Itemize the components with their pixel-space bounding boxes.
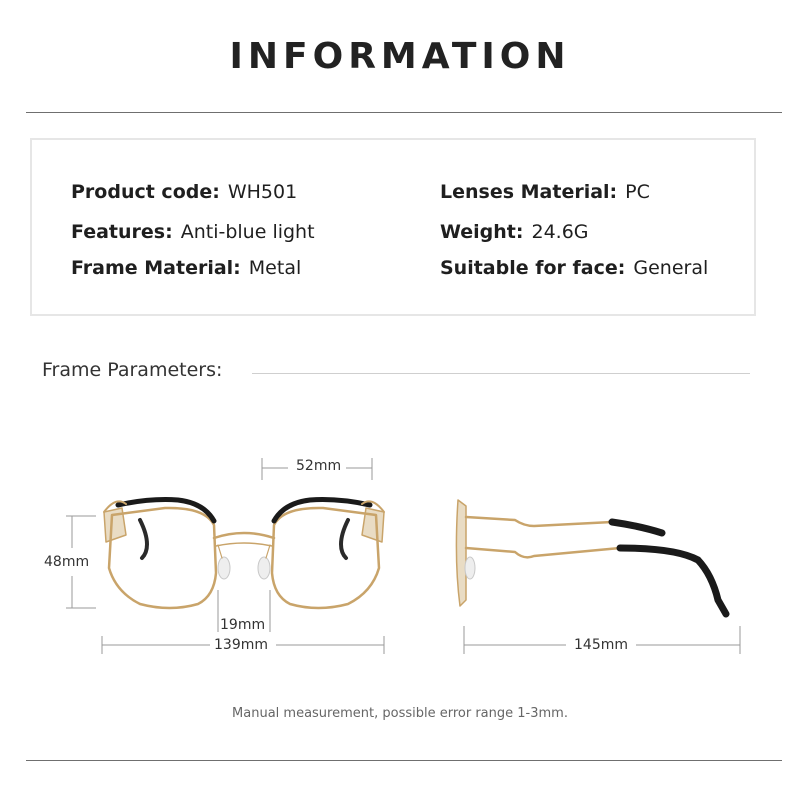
spec-label: Weight:	[440, 221, 524, 243]
glasses-front-view	[104, 500, 384, 608]
spec-value: Anti-blue light	[180, 221, 315, 243]
frame-parameters-label: Frame Parameters:	[42, 359, 223, 381]
spec-label: Product code:	[71, 181, 220, 203]
temple-length-label: 145mm	[574, 637, 628, 653]
spec-label: Frame Material:	[71, 257, 241, 279]
spec-value: 24.6G	[531, 221, 589, 243]
bottom-divider	[26, 760, 782, 761]
spec-label: Lenses Material:	[440, 181, 618, 203]
glasses-side-view	[456, 500, 726, 614]
spec-value: PC	[625, 181, 650, 203]
bridge-width-label: 19mm	[220, 617, 266, 633]
spec-value: Metal	[248, 257, 302, 279]
page-title: INFORMATION	[229, 36, 571, 77]
spec-label: Suitable for face:	[440, 257, 626, 279]
measurement-note: Manual measurement, possible error range 1-3mm.	[232, 706, 568, 721]
spec-value: WH501	[227, 181, 298, 203]
spec-value: General	[633, 257, 709, 279]
frame-width-label: 139mm	[214, 637, 268, 653]
lens-width-label: 52mm	[296, 458, 342, 474]
lens-height-label: 48mm	[44, 554, 90, 570]
spec-label: Features:	[71, 221, 173, 243]
